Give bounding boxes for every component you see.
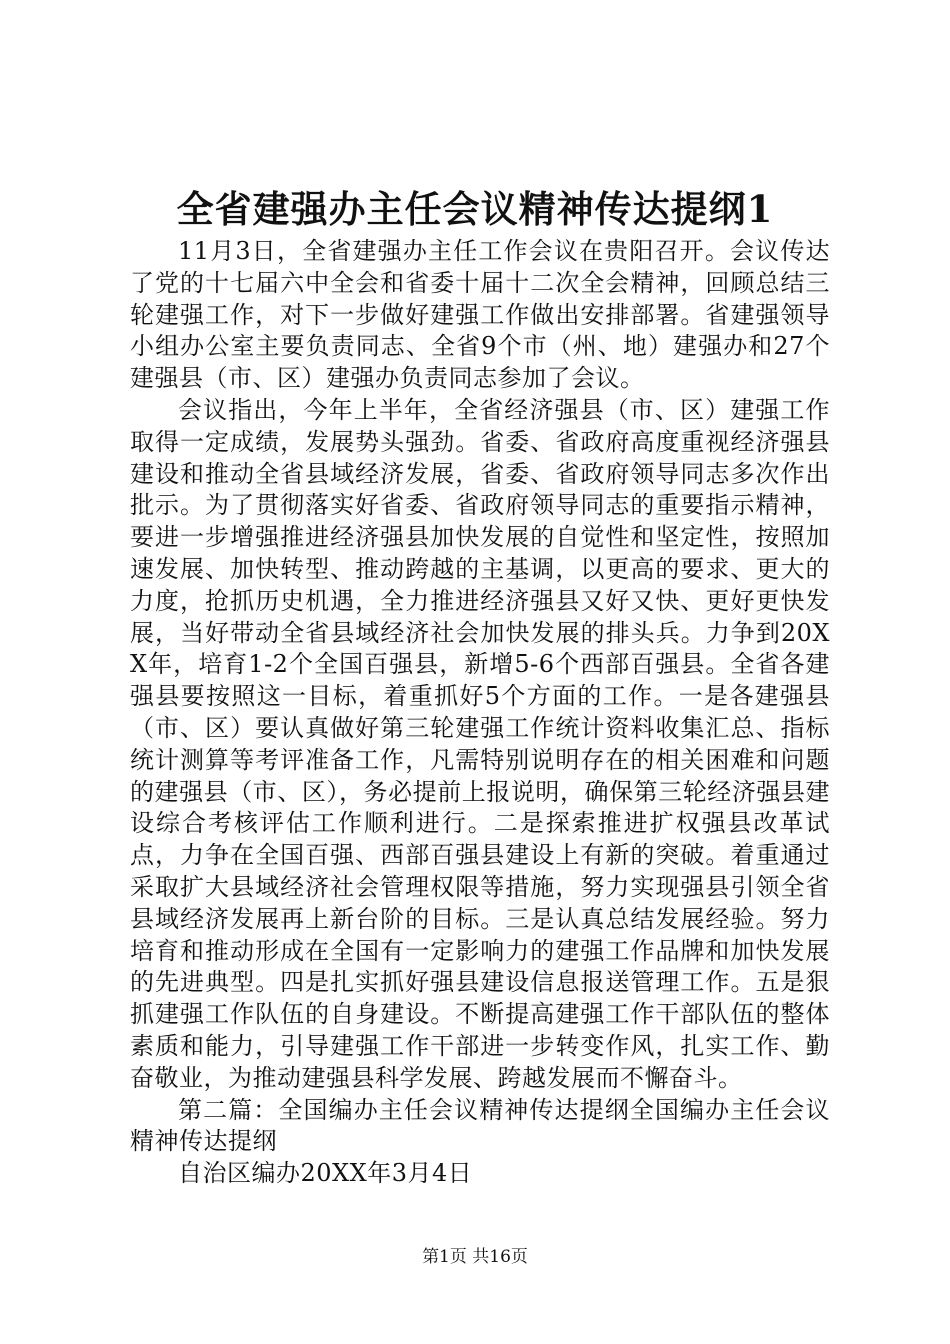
paragraph-meeting-intro: 11月3日，全省建强办主任工作会议在贵阳召开。会议传达了党的十七届六中全会和省委十届十二次全会精神，回顾总结三轮建强工作，对下一步做好建强工作做出安排部署。省建强领导小组办公室主要负责同志、全省9个市（州、地）建强办和27个建强县（市、区）建强办负责同志参加了会议。 (130, 237, 830, 393)
paragraph-meeting-points: 会议指出，今年上半年，全省经济强县（市、区）建强工作取得一定成绩，发展势头强劲。省委、省政府高度重视经济强县建设和推动全省县域经济发展，省委、省政府领导同志多次作出批示。为了贯彻落实好省委、省政府领导同志的重要指示精神，要进一步增强推进经济强县加快发展的自觉性和坚定性，按照加速发展、加快转型、推动跨越的主基调，以更高的要求、更大的力度，抢抓历史机遇，全力推进经济强县又好又快、更好更快发展，当好带动全省县域经济社会加快发展的排头兵。力争到20XX年，培育1-2个全国百强县，新增5-6个西部百强县。全省各建强县要按照这一目标，着重抓好5个方面的工作。一是各建强县（市、区）要认真做好第三轮建强工作统计资料收集汇总、指标统计测算等考评准备工作，凡需特别说明存在的相关困难和问题的建强县（市、区），务必提前上报说明，确保第三轮经济强县建设综合考核评估工作顺利进行。二是探索推进扩权强县改革试点，力争在全国百强、西部百强县建设上有新的突破。着重通过采取扩大县域经济社会管理权限等措施，努力实现强县引领全省县域经济发展再上新台阶的目标。三是认真总结发展经验。努力培育和推动形成在全国有一定影响力的建强工作品牌和加快发展的先进典型。四是扎实抓好强县建设信息报送管理工作。五是狠抓建强工作队伍的自身建设。不断提高建强工作干部队伍的整体素质和能力，引导建强工作干部进一步转变作风，扎实工作、勤奋敬业，为推动建强县科学发展、跨越发展而不懈奋斗。 (130, 395, 830, 1092)
paragraph-issuer-date: 自治区编办20XX年3月4日 (178, 1159, 473, 1188)
document-body (130, 236, 830, 1190)
paragraph-second-article-title: 第二篇：全国编办主任会议精神传达提纲全国编办主任会议精神传达提纲 (130, 1095, 830, 1156)
page-number-footer: 第1页 共16页 (422, 1247, 528, 1267)
document-title: 全省建强办主任会议精神传达提纲1 (176, 187, 774, 231)
